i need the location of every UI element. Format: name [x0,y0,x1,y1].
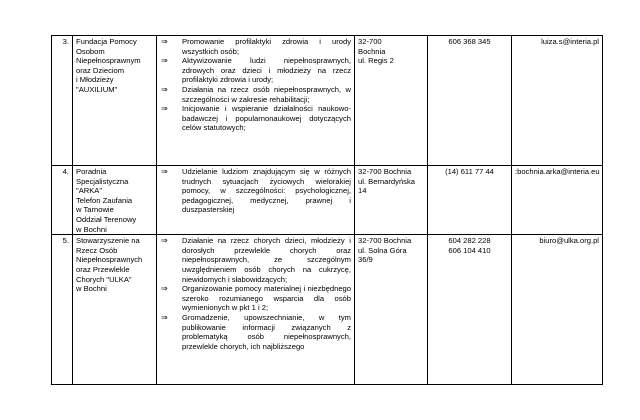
address: 32-700 Bochnia ul. Solna Góra 36/9 [355,235,428,385]
activities-cell [157,36,355,166]
double-arrow-icon: ⇒ [161,56,168,66]
address: 32-700 Bochnia ul. Regis 2 [355,36,428,166]
double-arrow-icon: ⇒ [161,84,168,94]
table-row [52,166,603,235]
double-arrow-icon: ⇒ [161,236,168,246]
row-number: 3. [52,36,73,166]
activity-item: ⇒ Promowanie profilaktyki zdrowia i urody wszystkich osób; [161,37,351,56]
activity-item: ⇒ Udzielanie ludziom znajdującym się w różnych trudnych sytuacjach życiowych wielorakiej pomocy, w szczególności: psychologicznej, pedagogicznej, medycznej, prawnej i duszpasterskiej [161,167,351,215]
activity-item: ⇒ Organizowanie pomocy materialnej i niezbędnego szeroko rozumianego wsparcia dla osób wymienionych w pkt 1 i 2; [161,284,351,313]
organization-name: Stowarzyszenie na Rzecz Osób Niepełnosprawnych oraz Przewlekle Chorych "ULKA" w Bochni [73,235,157,385]
email-address: biuro@ulka.org.pl [512,235,603,385]
phone-number: 606 368 345 [428,36,512,166]
phone-number: (14) 611 77 44 [428,166,512,235]
activities-cell [157,235,355,385]
organization-name: Fundacja Pomocy Osobom Niepełnosprawnym oraz Dzieciom i Młodzieży "AUXILIUM" [73,36,157,166]
table-body [52,36,603,385]
email-address: :bochnia.arka@interia.eu [512,166,603,235]
organization-name: Poradnia Specjalistyczna "ARKA" Telefon Zaufania w Tarnowie Oddział Terenowy w Bochni [73,166,157,235]
table-row [52,36,603,166]
activities-list [160,236,351,351]
double-arrow-icon: ⇒ [161,312,168,322]
activity-item: ⇒ Inicjowanie i wspieranie działalności naukowo-badawczej i popularnonaukowej dotyczących celów statutowych; [161,104,351,133]
double-arrow-icon: ⇒ [161,167,168,176]
double-arrow-icon: ⇒ [161,284,168,294]
row-number: 4. [52,166,73,235]
organizations-table [51,35,603,385]
activities-cell [157,166,355,235]
row-number: 5. [52,235,73,385]
email-address: luiza.s@interia.pl [512,36,603,166]
address: 32-700 Bochnia ul. Bernardyńska 14 [355,166,428,235]
double-arrow-icon: ⇒ [161,104,168,114]
activity-item: ⇒ Gromadzenie, upowszechnianie, w tym publikowanie informacji związanych z problematyką osób niepełnosprawnych, przewlekle chorych, ich najbliższego [161,312,351,351]
phone-number: 604 282 228 606 104 410 [428,235,512,385]
activity-item: ⇒ Działania na rzecz osób niepełnosprawnych, w szczególności w zakresie rehabilitacji; [161,84,351,104]
double-arrow-icon: ⇒ [161,37,168,46]
activity-item: ⇒ Działanie na rzecz chorych dzieci, młodzieży i dorosłych przewlekle chorych oraz niepełnosprawnych, ze szczególnym uwzględnieniem osób chorych na cukrzycę, niewidomych i słabowidzących; [161,236,351,284]
table-row [52,235,603,385]
activities-list [160,167,351,215]
activities-list [160,37,351,133]
activity-item: ⇒ Aktywizowanie ludzi niepełnosprawnych, zdrowych oraz dzieci i młodzieży na rzecz profilaktyki zdrowia i urody; [161,56,351,85]
